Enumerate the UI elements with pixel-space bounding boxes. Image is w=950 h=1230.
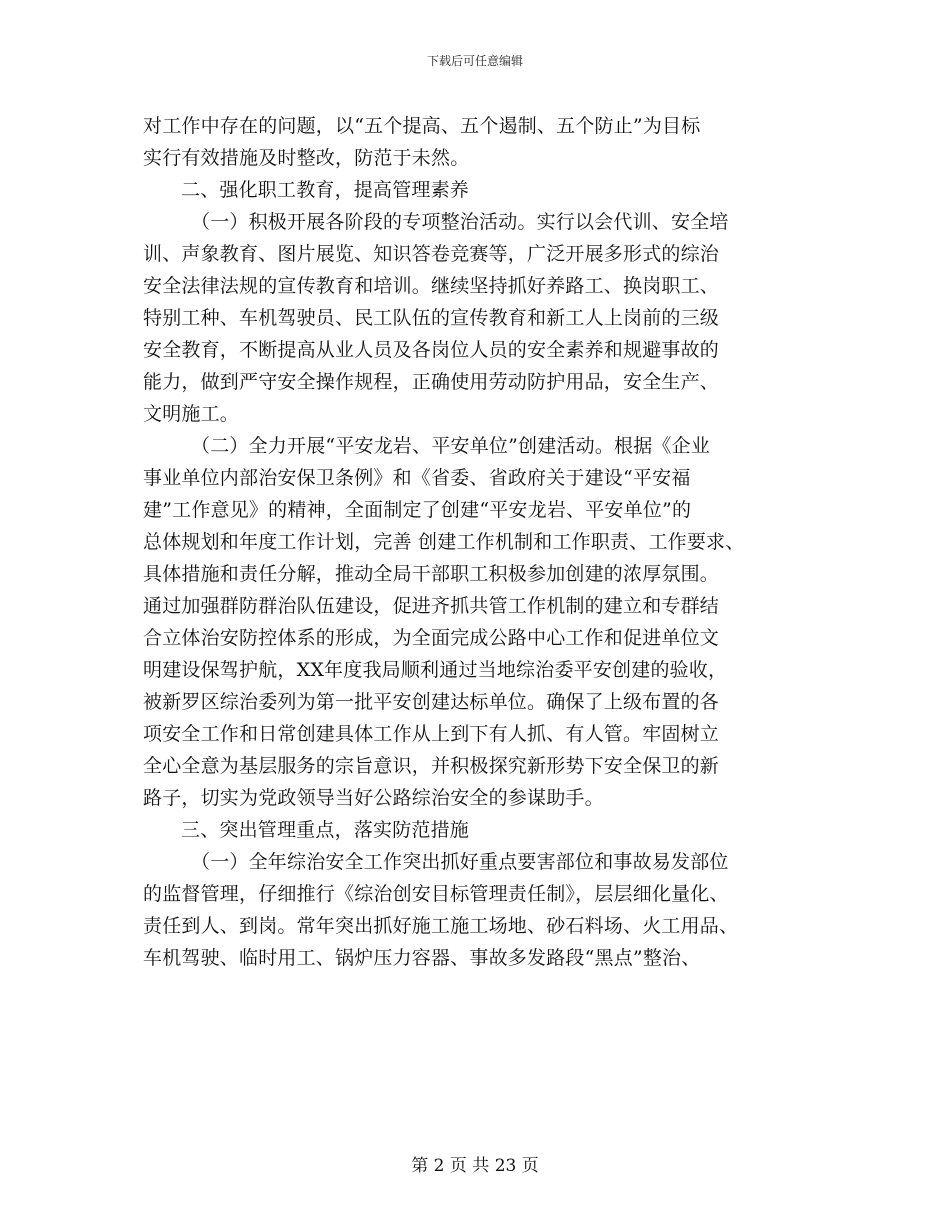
page-footer: 第 2 页 共 23 页: [411, 1156, 539, 1176]
text-line: 责任到人、到岗。常年突出抓好施工施工场地、砂石料场、火工用品、: [143, 915, 739, 937]
text-line: 安全法律法规的宣传教育和培训。继续坚持抓好养路工、换岗职工、: [143, 275, 720, 297]
paragraph-start: （一）积极开展各阶段的专项整治活动。实行以会代训、安全培: [191, 211, 729, 233]
text-line: 文明施工。: [143, 403, 240, 425]
section-heading: 三、突出管理重点，落实防范措施: [181, 819, 470, 841]
text-line: 总体规划和年度工作计划，完善 创建工作机制和工作职责、工作要求、: [143, 531, 745, 553]
text-line: 对工作中存在的问题，以“五个提高、五个遏制、五个防止”为目标: [143, 115, 701, 137]
paragraph-start: （二）全力开展“平安龙岩、平安单位”创建活动。根据《企业: [191, 435, 711, 457]
text-line: 合立体治安防控体系的形成，为全面完成公路中心工作和促进单位文: [143, 627, 720, 649]
text-line: 车机驾驶、临时用工、锅炉压力容器、事故多发路段“黑点”整治、: [143, 947, 701, 969]
text-line: 项安全工作和日常创建具体工作从上到下有人抓、有人管。牢固树立: [143, 723, 720, 745]
text-line: 事业单位内部治安保卫条例》和《省委、省政府关于建设“平安福: [143, 467, 691, 489]
text-line: 通过加强群防群治队伍建设，促进齐抓共管工作机制的建立和专群结: [143, 595, 720, 617]
text-line: 能力，做到严守安全操作规程，正确使用劳动防护用品，安全生产、: [143, 371, 720, 393]
page-header: 下载后可任意编辑: [426, 54, 523, 68]
text-line: 全心全意为基层服务的宗旨意识，并积极探究新形势下安全保卫的新: [143, 755, 720, 777]
body-text: [143, 110, 823, 974]
paragraph-start: （一）全年综治安全工作突出抓好重点要害部位和事故易发部位: [191, 851, 729, 873]
text-line: 实行有效措施及时整改，防范于未然。: [143, 147, 470, 169]
text-line: 训、声象教育、图片展览、知识答卷竞赛等，广泛开展多形式的综治: [143, 243, 720, 265]
text-line: 的监督管理，仔细推行《综治创安目标管理责任制》，层层细化量化、: [143, 883, 729, 905]
text-line: 特别工种、车机驾驶员、民工队伍的宣传教育和新工人上岗前的三级: [143, 307, 720, 329]
text-line: 明建设保驾护航，XX年度我局顺利通过当地综治委平安创建的验收，: [143, 659, 728, 681]
text-line: 建”工作意见》的精神，全面制定了创建“平安龙岩、平安单位”的: [143, 499, 692, 521]
text-line: 路子，切实为党政领导当好公路综治安全的参谋助手。: [143, 787, 604, 809]
text-line: 具体措施和责任分解，推动全局干部职工积极参加创建的浓厚氛围。: [143, 563, 720, 585]
text-line: 被新罗区综治委列为第一批平安创建达标单位。确保了上级布置的各: [143, 691, 720, 713]
section-heading: 二、强化职工教育，提高管理素养: [181, 179, 470, 201]
text-line: 安全教育，不断提高从业人员及各岗位人员的安全素养和规避事故的: [143, 339, 720, 361]
